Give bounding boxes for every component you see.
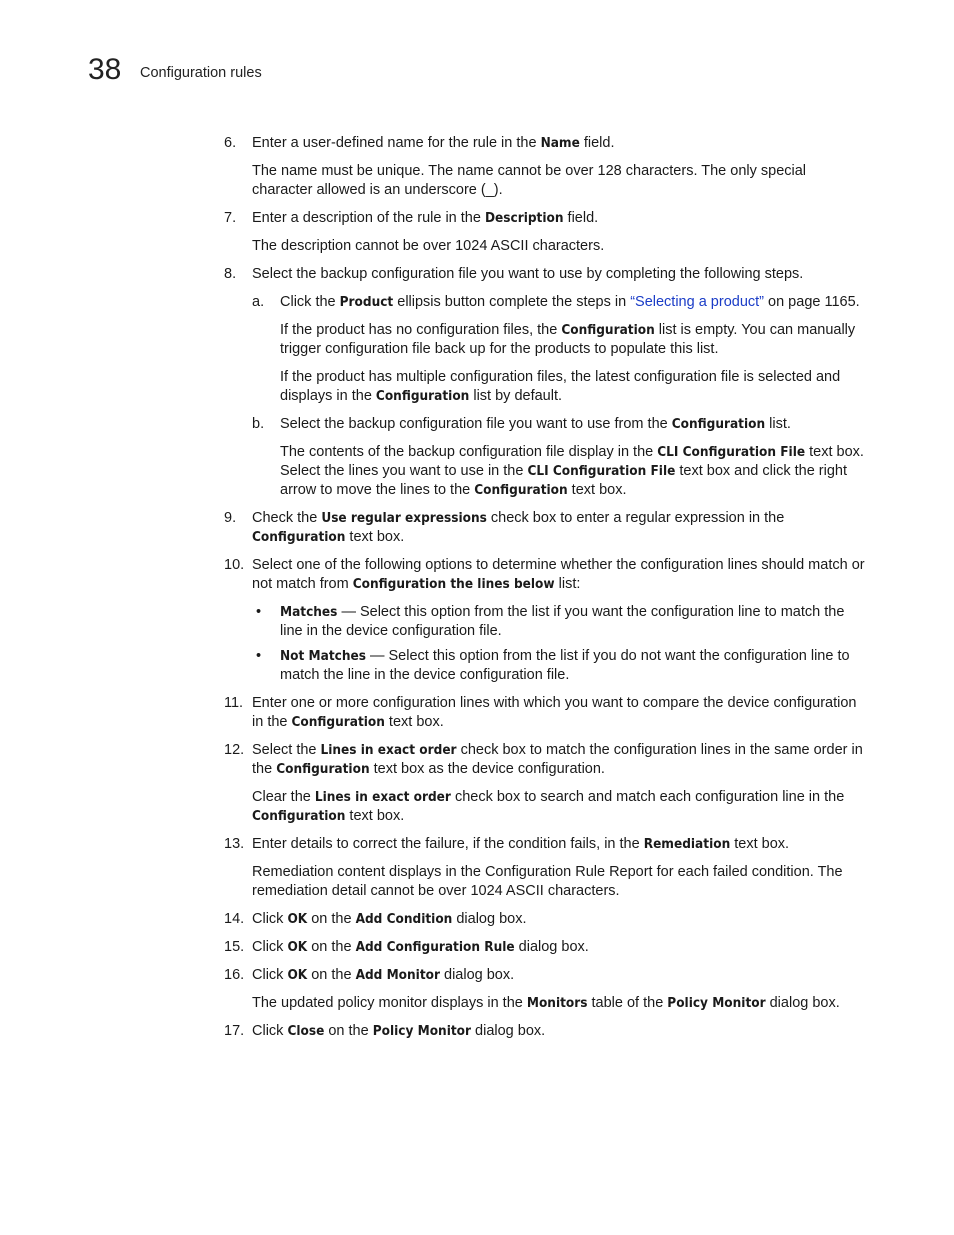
ui-term: Remediation <box>643 836 731 852</box>
step-7: 7. Enter a description of the rule in the Description field. <box>224 210 599 226</box>
step-7-note: The description cannot be over 1024 ASCII characters. <box>252 238 605 254</box>
step-8: 8. Select the backup configuration file you want to use by completing the following steps. <box>224 266 804 282</box>
ui-term: Policy Monitor <box>372 1023 472 1039</box>
step-16-note: The updated policy monitor displays in the Monitors table of the Policy Monitor dialog box. <box>252 995 840 1011</box>
ui-term: Configuration <box>671 416 766 432</box>
chapter-title: Configuration rules <box>140 65 262 81</box>
ui-term: Configuration <box>291 714 385 730</box>
step-9: 9. Check the Use regular expressions check box to enter a regular expression in the Configuration text box. <box>224 510 785 545</box>
ui-term: Policy Monitor <box>667 995 766 1011</box>
substep-a: a. Click the Product ellipsis button complete the steps in “Selecting a product” on page 1165. <box>252 294 860 310</box>
ui-term: Add Configuration Rule <box>355 939 515 955</box>
bullet-not-matches: • Not Matches — Select this option from the list if you do not want the configuration line to match the line in the device configuration file. <box>256 648 850 683</box>
bullet-icon: • <box>256 648 262 664</box>
document-body <box>224 134 869 1050</box>
step-12-note: Clear the Lines in exact order check box to search and match each configuration line in the Configuration text box. <box>252 789 845 824</box>
ui-term: OK <box>287 939 308 955</box>
ui-term: Lines in exact order <box>320 742 457 758</box>
step-16: 16. Click OK on the Add Monitor dialog box. <box>224 967 515 983</box>
step-10: 10. Select one of the following options to determine whether the configuration lines should match or not match from Configuration the lines below list: <box>224 557 865 592</box>
step-14: 14. Click OK on the Add Condition dialog box. <box>224 911 527 927</box>
ui-term: Not Matches <box>280 648 366 664</box>
ui-term: Monitors <box>526 995 588 1011</box>
ui-term: Configuration the lines below <box>352 576 555 592</box>
ui-term: Description <box>484 210 564 226</box>
bullet-matches: • Matches — Select this option from the list if you want the configuration line to match the line in the device configuration file. <box>256 604 845 639</box>
substep-a-note-2: If the product has multiple configuration files, the latest configuration file is selected and displays in the Configuration list by default. <box>280 369 841 404</box>
ui-term: Lines in exact order <box>314 789 451 805</box>
cross-reference-link[interactable]: “Selecting a product” <box>630 294 764 310</box>
step-6: 6. Enter a user-defined name for the rule in the Name field. <box>224 135 615 151</box>
ui-term: Configuration <box>252 529 346 545</box>
ui-term: Configuration <box>252 808 346 824</box>
ui-term: Configuration <box>375 388 470 404</box>
step-11: 11. Enter one or more configuration lines with which you want to compare the device configuration in the Configuration text box. <box>224 695 857 730</box>
ui-term: Use regular expressions <box>321 510 487 526</box>
chapter-number: 38 <box>88 53 122 86</box>
ui-term: Name <box>540 135 580 151</box>
ui-term: OK <box>287 967 308 983</box>
ui-term: Matches <box>280 604 338 620</box>
step-13: 13. Enter details to correct the failure, if the condition fails, in the Remediation text box. <box>224 836 790 852</box>
step-6-note: The name must be unique. The name cannot be over 128 characters. The only special character allowed is an underscore (_). <box>252 163 807 198</box>
ui-term: CLI Configuration File <box>527 463 676 479</box>
ui-term: OK <box>287 911 308 927</box>
step-13-note: Remediation content displays in the Configuration Rule Report for each failed condition. The remediation detail cannot be over 1024 ASCII characters. <box>252 864 843 899</box>
ui-term: Configuration <box>561 322 655 338</box>
ui-term: Add Condition <box>355 911 453 927</box>
ui-term: Add Monitor <box>355 967 440 983</box>
bullet-icon: • <box>256 604 262 620</box>
substep-a-note-1: If the product has no configuration files, the Configuration list is empty. You can manually trigger configuration file back up for the products to populate this list. <box>280 322 856 357</box>
substep-b-note: The contents of the backup configuration file display in the CLI Configuration File text box. Select the lines you want to use in the CLI Configuration File text box and click the right arrow to move the lines to the Configuration text box. <box>280 444 864 498</box>
ui-term: Close <box>287 1023 325 1039</box>
ui-term: Configuration <box>276 761 370 777</box>
step-17: 17. Click Close on the Policy Monitor dialog box. <box>224 1023 546 1039</box>
ui-term: Configuration <box>474 482 568 498</box>
ui-term: Product <box>339 294 394 310</box>
step-12: 12. Select the Lines in exact order check box to match the configuration lines in the same order in the Configuration text box as the device configuration. <box>224 742 863 777</box>
step-15: 15. Click OK on the Add Configuration Rule dialog box. <box>224 939 589 955</box>
substep-b: b. Select the backup configuration file you want to use from the Configuration list. <box>252 416 791 432</box>
ui-term: CLI Configuration File <box>657 444 806 460</box>
